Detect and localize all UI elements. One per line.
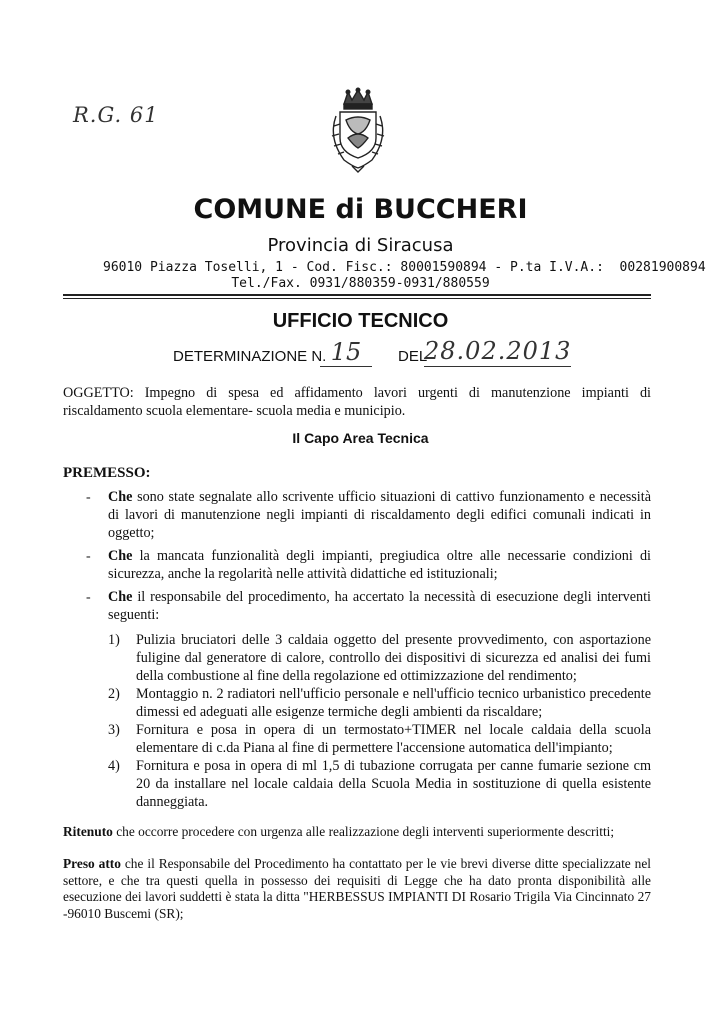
- preso-atto-paragraph: [63, 856, 651, 922]
- handwritten-rg-number: R.G. 61: [73, 103, 159, 127]
- list-item-text: Pulizia bruciatori delle 3 caldaia oggetto del presente provvedimento, con asportazione fuligine dal generatore di calore, controllo dei dispositivi di sicurezza ed analisi dei fumi della combustione al fine della regolazione ed ottimizzazione del rendimento;: [136, 632, 651, 684]
- signatory-heading: Il Capo Area Tecnica: [292, 430, 429, 446]
- determination-label: DETERMINAZIONE N.: [173, 348, 327, 365]
- header-divider: [63, 294, 651, 296]
- list-item-number: 4): [108, 758, 120, 774]
- list-item-number: 1): [108, 632, 120, 648]
- municipality-title: COMUNE di BUCCHERI: [193, 194, 528, 225]
- determination-date: 28.02.2013: [424, 337, 572, 365]
- paragraph-lead: Che: [108, 489, 133, 505]
- phone-line: Tel./Fax. 0931/880359-0931/880559: [231, 276, 490, 291]
- paragraph-lead: Preso atto: [63, 856, 121, 871]
- subject-paragraph: OGGETTO: Impegno di spesa ed affidamento lavori urgenti di manutenzione impianti di riscaldamento scuola elementare- scuola media e municipio.: [63, 385, 651, 419]
- bullet-marker: -: [86, 590, 91, 605]
- header-divider-thin: [63, 298, 651, 299]
- premesso-heading: PREMESSO:: [63, 465, 151, 481]
- paragraph-lead: Che: [108, 589, 133, 605]
- ritenuto-paragraph: [63, 824, 663, 841]
- bullet-marker: -: [86, 549, 91, 564]
- province-subtitle: Provincia di Siracusa: [267, 235, 454, 256]
- premesso-paragraph-1: [108, 488, 651, 542]
- paragraph-text: che occorre procedere con urgenza alle realizzazione degli interventi superiormente descritti;: [112, 824, 615, 839]
- list-item-number: 3): [108, 722, 120, 738]
- paragraph-lead: Che: [108, 548, 133, 564]
- office-title: UFFICIO TECNICO: [272, 310, 449, 332]
- paragraph-text: sono state segnalate allo scrivente ufficio situazioni di cattivo funzionamento e necessità di lavori di manutenzione negli impianti di riscaldamento degli edifici comunali indicati in oggetto;: [108, 489, 651, 541]
- paragraph-text: la mancata funzionalità degli impianti, pregiudica oltre alle necessarie condizioni di sicurezza, anche la regolarità nelle attività didattiche ed istituzionali;: [108, 548, 651, 582]
- list-item-number: 2): [108, 686, 120, 702]
- premesso-paragraph-3: [108, 588, 651, 624]
- paragraph-text: che il Responsabile del Procedimento ha contattato per le vie brevi diverse ditte specializzate nel settore, e che tra questi quella in possesso dei requisiti di Legge che ha dato pronta disponibilità alle esecuzione dei lavori suddetti è stata la ditta "HERBESSUS IMPIANTI DI Rosario Trigila Via Cincinnato 27 -96010 Buscemi (SR);: [63, 856, 651, 921]
- bullet-marker: -: [86, 490, 91, 505]
- coat-of-arms-icon: [322, 86, 394, 174]
- determination-number: 15: [320, 338, 372, 367]
- list-item-text: Montaggio n. 2 radiatori nell'ufficio personale e nell'ufficio tecnico urbanistico precedente dimessi ed adeguati alle esigenze termiche degli ambienti da riscaldare;: [136, 686, 651, 720]
- date-label: DEL: [398, 348, 428, 365]
- paragraph-lead: Ritenuto: [63, 824, 113, 839]
- list-item-text: Fornitura e posa in opera di un termostato+TIMER nel locale caldaia della scuola elementare di c.da Piana al fine di permettere l'accensione automatica dell'impianto;: [136, 722, 651, 756]
- premesso-paragraph-2: [108, 547, 651, 583]
- paragraph-text: il responsabile del procedimento, ha accertato la necessità di esecuzione degli interventi seguenti:: [108, 589, 651, 623]
- list-item-text: Fornitura e posa in opera di ml 1,5 di tubazione corrugata per canne fumarie sezione cm 20 da installare nel locale caldaia della Scuola Media in sostituzione di quella esistente danneggiata.: [136, 758, 651, 810]
- address-line: 96010 Piazza Toselli, 1 - Cod. Fisc.: 80001590894 - P.ta I.V.A.: 00281900894: [103, 260, 706, 275]
